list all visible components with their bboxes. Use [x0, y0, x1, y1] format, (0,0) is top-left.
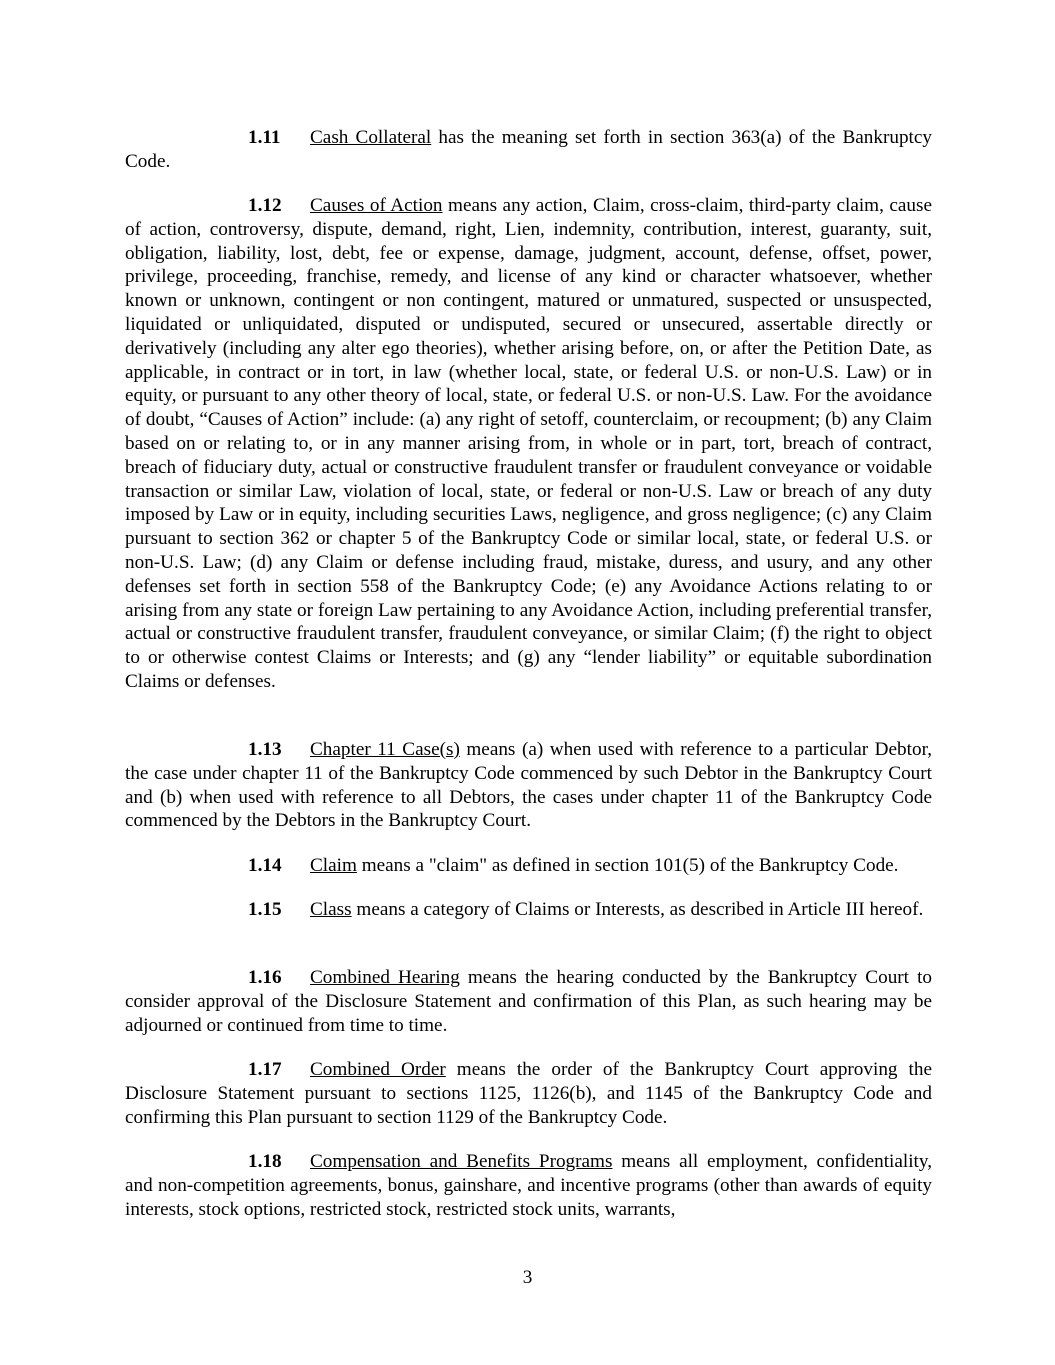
- section-1-16: [125, 966, 932, 1037]
- section-1-18: [125, 1150, 932, 1221]
- section-text: means any action, Claim, cross-claim, third-party claim, cause of action, controversy, dispute, demand, right, Lien, indemnity, contribution, interest, guaranty, suit, obligation, liability, lost, debt, fee or expense, damage, judgment, account, defense, offset, power, privilege, proceeding, franchise, remedy, and license of any kind or character whatsoever, whether known or unknown, contingent or non contingent, matured or unmatured, suspected or unsuspected, liquidated or unliquidated, disputed or undisputed, secured or unsecured, assertable directly or derivatively (including any alter ego theories), whether arising before, on, or after the Petition Date, as applicable, in contract or in tort, in law (whether local, state, or federal U.S. or non-U.S. Law) or in equity, or pursuant to any other theory of local, state, or federal U.S. or non-U.S. Law. For the avoidance of doubt, “Causes of Action” include: (a) any right of setoff, counterclaim, or recoupment; (b) any Claim based on or relating to, or in any manner arising from, in whole or in part, tort, breach of contract, breach of fiduciary duty, actual or constructive fraudulent transfer or fraudulent conveyance or voidable transaction or similar Law, violation of local, state, or federal or non-U.S. Law or breach of any duty imposed by Law or in equity, including securities Laws, negligence, and gross negligence; (c) any Claim pursuant to section 362 or chapter 5 of the Bankruptcy Code or similar local, state, or federal U.S. or non-U.S. Law; (d) any Claim or defense including fraud, mistake, duress, and usury, and any other defenses set forth in section 558 of the Bankruptcy Code; (e) any Avoidance Actions relating to or arising from any state or foreign Law pertaining to any Avoidance Action, including preferential transfer, actual or constructive fraudulent transfer, fraudulent conveyance, or similar Claim; (f) the right to object to or otherwise contest Claims or Interests; and (g) any “lender liability” or equitable subordination Claims or defenses.: [125, 195, 932, 692]
- defined-term: Combined Order: [310, 1059, 446, 1080]
- section-1-14: [125, 854, 932, 878]
- section-number: 1.16: [248, 967, 282, 988]
- defined-term: Combined Hearing: [310, 967, 460, 988]
- section-number: 1.12: [248, 195, 282, 216]
- defined-term: Cash Collateral: [310, 127, 432, 148]
- section-number: 1.14: [248, 855, 282, 876]
- defined-term: Compensation and Benefits Programs: [310, 1151, 613, 1172]
- section-1-17: [125, 1058, 932, 1129]
- section-text: means (a) when used with reference to a particular Debtor, the case under chapter 11 of the Bankruptcy Code commenced by such Debtor in the Bankruptcy Court and (b) when used with reference to all Debtors, the cases under chapter 11 of the Bankruptcy Code commenced by the Debtors in the Bankruptcy Court.: [125, 739, 932, 832]
- section-text: means all employment, confidentiality, and non-competition agreements, bonus, gainshare, and incentive programs (other than awards of equity interests, stock options, restricted stock, restricted stock units, warrants,: [125, 1151, 933, 1220]
- section-number: 1.18: [248, 1151, 282, 1172]
- defined-term: Claim: [310, 855, 357, 876]
- section-text: has the meaning set forth in section 363(a) of the Bankruptcy Code.: [125, 127, 933, 172]
- section-1-13: [125, 738, 932, 833]
- section-1-12: [125, 194, 932, 694]
- section-number: 1.11: [248, 127, 281, 148]
- defined-term: Causes of Action: [310, 195, 443, 216]
- section-1-15: [125, 898, 932, 922]
- section-text: means a category of Claims or Interests, as described in Article III hereof.: [351, 899, 924, 920]
- defined-term: Chapter 11 Case(s): [310, 739, 460, 760]
- section-number: 1.13: [248, 739, 282, 760]
- page-number: 3: [522, 1267, 533, 1288]
- section-number: 1.17: [248, 1059, 282, 1080]
- defined-term: Class: [310, 899, 352, 920]
- section-text: means the order of the Bankruptcy Court approving the Disclosure Statement pursuant to sections 1125, 1126(b), and 1145 of the Bankruptcy Code and confirming this Plan pursuant to section 1129 of the Bankruptcy Code.: [125, 1059, 932, 1128]
- section-1-11: [125, 126, 932, 174]
- section-text: means a "claim" as defined in section 101(5) of the Bankruptcy Code.: [356, 855, 899, 876]
- section-text: means the hearing conducted by the Bankruptcy Court to consider approval of the Disclosure Statement and confirmation of this Plan, as such hearing may be adjourned or continued from time to time.: [125, 967, 932, 1036]
- section-number: 1.15: [248, 899, 282, 920]
